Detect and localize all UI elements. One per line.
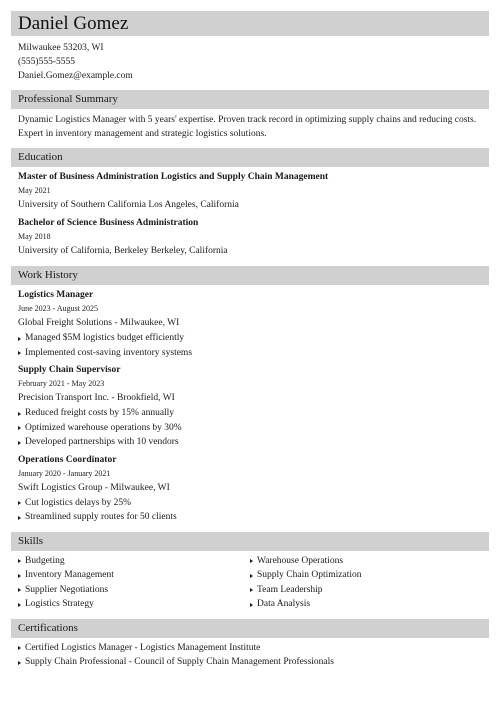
job-dates: June 2023 - August 2025 — [18, 304, 98, 313]
skill-item: Supplier Negotiations — [18, 583, 250, 598]
skills-section-body — [11, 551, 489, 612]
certification-list — [18, 641, 482, 670]
skill-item: Budgeting — [18, 554, 250, 569]
job-bullet: Reduced freight costs by 15% annually — [18, 406, 482, 421]
certifications-section-body — [11, 638, 489, 670]
job-entry — [18, 363, 482, 450]
contact-address: Milwaukee 53203, WI — [18, 43, 104, 53]
skill-item: Inventory Management — [18, 568, 250, 583]
skills-grid — [18, 554, 482, 612]
contact-block — [11, 41, 489, 83]
education-degree: Bachelor of Science Business Administration — [18, 218, 199, 228]
name-header-bar — [11, 11, 489, 36]
education-school: University of Southern California Los Angeles, California — [18, 200, 239, 210]
job-bullet: Streamlined supply routes for 50 clients — [18, 510, 482, 525]
job-bullets — [18, 406, 482, 450]
job-entry — [18, 453, 482, 525]
skills-section-title: Skills — [18, 534, 44, 547]
skill-item: Team Leadership — [250, 583, 482, 598]
certification-item: Certified Logistics Manager - Logistics Management Institute — [18, 641, 482, 656]
education-section-title: Education — [18, 151, 63, 163]
education-entry — [18, 170, 482, 213]
skills-section-header — [11, 532, 489, 551]
skills-column-left — [18, 554, 250, 612]
summary-section-header — [11, 90, 489, 109]
education-date: May 2021 — [18, 186, 51, 195]
job-entry — [18, 288, 482, 360]
education-section-body — [11, 167, 489, 259]
job-bullet: Managed $5M logistics budget efficiently — [18, 331, 482, 346]
job-role: Supply Chain Supervisor — [18, 365, 121, 375]
skill-item: Warehouse Operations — [250, 554, 482, 569]
contact-email: Daniel.Gomez@example.com — [18, 71, 133, 81]
job-bullet: Implemented cost-saving inventory systems — [18, 346, 482, 361]
skills-column-right — [250, 554, 482, 612]
job-role: Logistics Manager — [18, 290, 94, 300]
job-bullet: Cut logistics delays by 25% — [18, 496, 482, 511]
education-school: University of California, Berkeley Berkeley, California — [18, 246, 228, 256]
work-section-body — [11, 285, 489, 525]
education-degree: Master of Business Administration Logistics and Supply Chain Management — [18, 172, 329, 182]
work-section-header — [11, 266, 489, 285]
education-date: May 2018 — [18, 232, 51, 241]
skill-item: Data Analysis — [250, 597, 482, 612]
summary-section-title: Professional Summary — [18, 93, 118, 105]
certifications-section-header — [11, 619, 489, 638]
work-section-title: Work History — [18, 269, 78, 281]
job-company: Precision Transport Inc. - Brookfield, WI — [18, 393, 175, 403]
job-bullet: Developed partnerships with 10 vendors — [18, 435, 482, 450]
job-bullet: Optimized warehouse operations by 30% — [18, 421, 482, 436]
certification-item: Supply Chain Professional - Council of Supply Chain Management Professionals — [18, 655, 482, 670]
job-bullets — [18, 496, 482, 525]
education-section-header — [11, 148, 489, 167]
summary-text: Dynamic Logistics Manager with 5 years' expertise. Proven track record in optimizing supply chains and reducing costs. Expert in inventory management and strategic logistics solutions. — [18, 115, 477, 139]
job-company: Swift Logistics Group - Milwaukee, WI — [18, 482, 170, 493]
certifications-section-title: Certifications — [18, 621, 78, 634]
summary-section-body — [11, 109, 489, 141]
job-company: Global Freight Solutions - Milwaukee, WI — [18, 318, 180, 328]
job-bullets — [18, 331, 482, 360]
candidate-name: Daniel Gomez — [18, 13, 129, 34]
job-dates: February 2021 - May 2023 — [18, 379, 105, 388]
contact-phone: (555)555-5555 — [18, 57, 75, 67]
skill-item: Logistics Strategy — [18, 597, 250, 612]
education-entry — [18, 216, 482, 259]
skill-item: Supply Chain Optimization — [250, 568, 482, 583]
job-role: Operations Coordinator — [18, 454, 117, 465]
job-dates: January 2020 - January 2021 — [18, 468, 111, 478]
